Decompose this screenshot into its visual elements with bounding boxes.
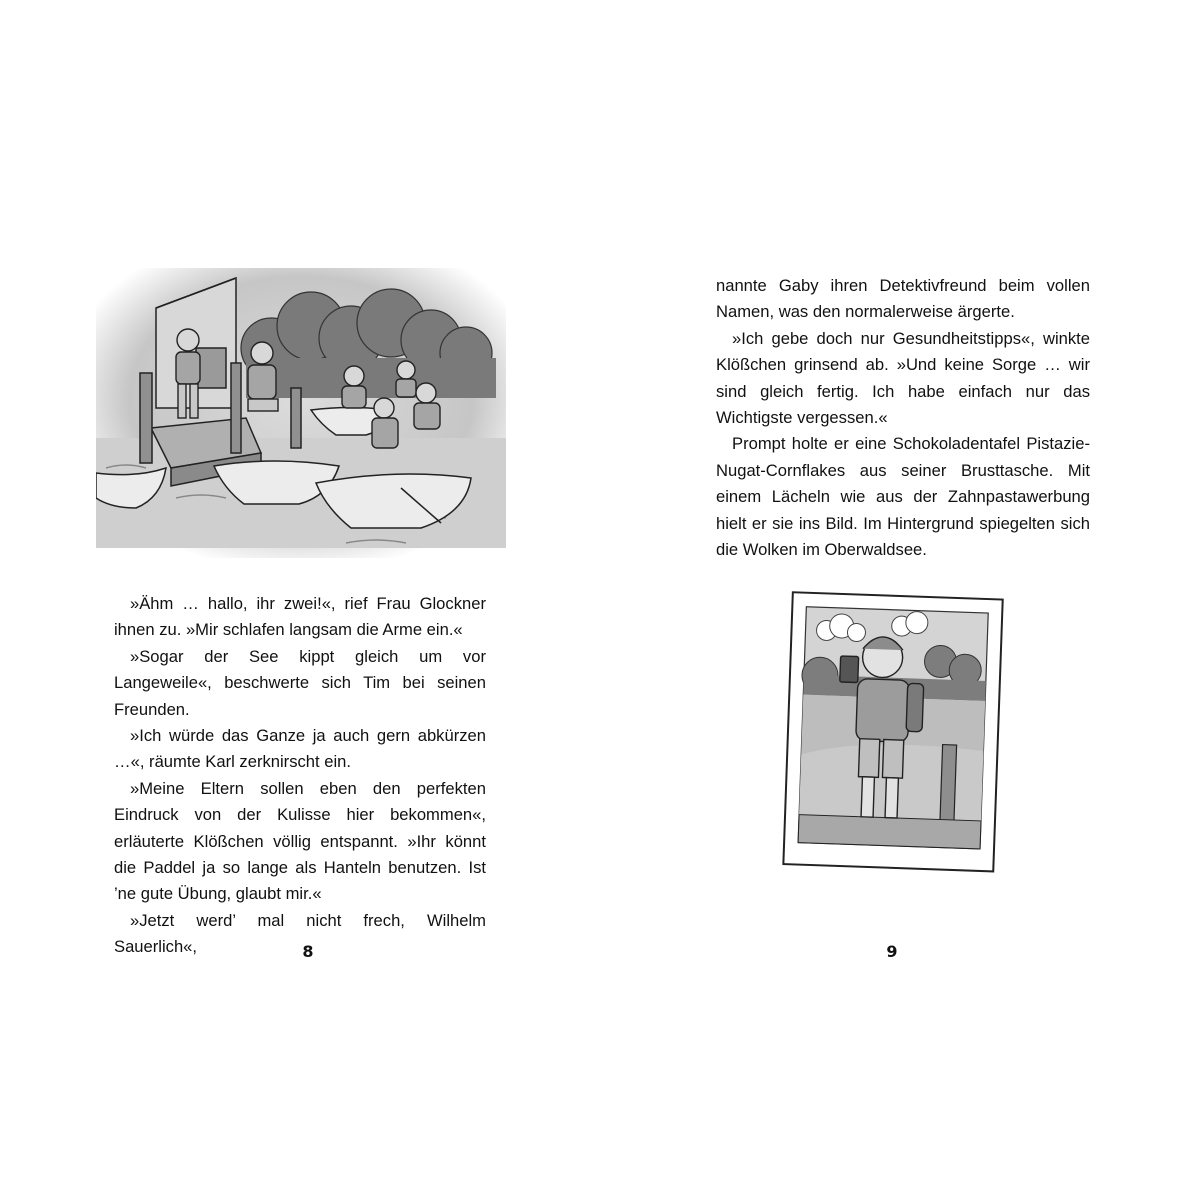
paragraph: »Meine Eltern sollen eben den perfekten Eindruck von der Kulisse hier bekommen«, erläuterte Klößchen völlig entspannt. »Ihr könnt die Paddel ja so lange als Hanteln benutzen. Ist ’ne gute Übung, glaubt mir.« — [114, 778, 486, 904]
photo-illustration — [778, 588, 1018, 878]
paragraph: Prompt holte er eine Schokoladentafel Pistazie-Nugat-Cornflakes aus seiner Brusttasche. Mit einem Lächeln wie aus der Zahnpastawerbung hielt er sie ins Bild. Im Hintergrund spiegelten sich die Wolken im Oberwaldsee. — [716, 434, 1090, 560]
page-number: 9 — [886, 942, 898, 961]
right-page-text — [716, 273, 1090, 563]
page-number: 8 — [302, 942, 314, 961]
paragraph: »Ich würde das Ganze ja auch gern abkürzen …«, räumte Karl zerknirscht ein. — [114, 726, 486, 772]
lake-dock-drawing — [96, 268, 506, 558]
paragraph: nannte Gaby ihren Detektivfreund beim vollen Namen, was den normalerweise ärgerte. — [716, 276, 1090, 322]
paragraph: »Jetzt werd’ mal nicht frech, Wilhelm Sauerlich«, — [114, 910, 486, 957]
boy-with-chocolate-photo — [778, 588, 1018, 878]
right-page — [600, 0, 1200, 1200]
paragraph: »Sogar der See kippt gleich um vor Langeweile«, beschwerte sich Tim bei seinen Freunden. — [114, 646, 486, 719]
left-page-text — [114, 591, 486, 961]
lake-dock-illustration — [96, 268, 506, 558]
paragraph: »Ich gebe doch nur Gesundheitstipps«, winkte Klößchen grinsend ab. »Und keine Sorge … wir sind gleich fertig. Ich habe einfach nur das Wichtigste vergessen.« — [716, 328, 1090, 428]
paragraph: »Ähm … hallo, ihr zwei!«, rief Frau Glockner ihnen zu. »Mir schlafen langsam die Arme ein.« — [114, 594, 486, 640]
